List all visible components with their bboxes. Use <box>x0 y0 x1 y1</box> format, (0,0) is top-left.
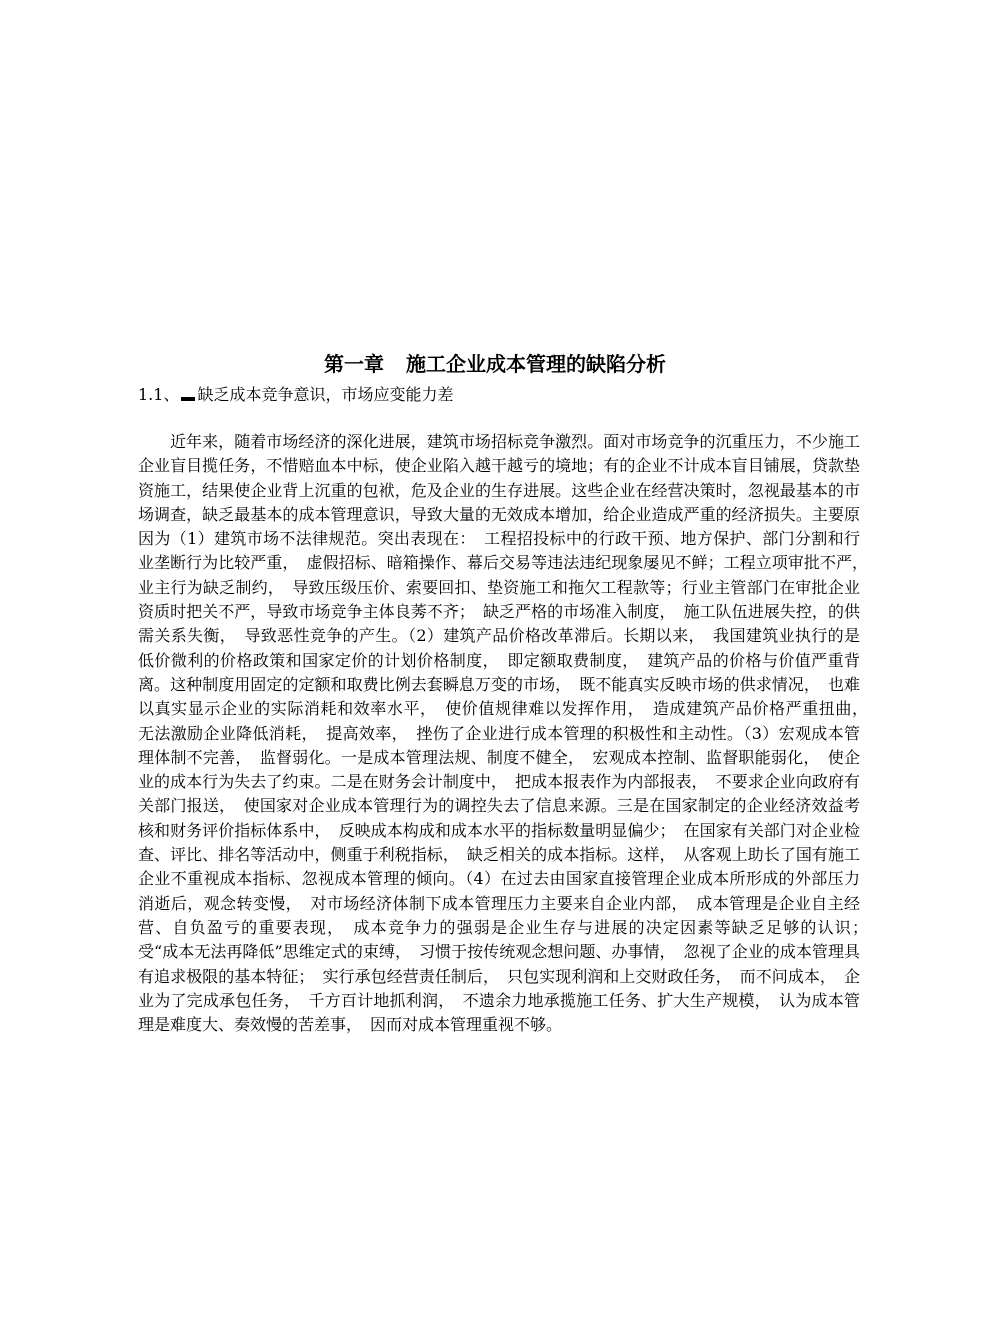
chapter-title-text: 施工企业成本管理的缺陷分析 <box>406 352 666 377</box>
body-paragraph: 近年来，随着市场经济的深化进展，建筑市场招标竞争激烈。面对市场竞争的沉重压力，不少施工企业盲目揽任务，不惜赔血本中标，使企业陷入越干越亏的境地；有的企业不计成本盲目铺展，贷款垫资施工，结果使企业背上沉重的包袱，危及企业的生存进展。这些企业在经营决策时，忽视最基本的市场调查，缺乏最基本的成本管理意识，导致大量的无效成本增加，给企业造成严重的经济损失。主要原因为（1）建筑市场不法律规范。突出表现在： 工程招投标中的行政干预、地方保护、部门分割和行业垄断行为比较严重， 虚假招标、暗箱操作、幕后交易等违法违纪现象屡见不鲜；工程立项审批不严， 业主行为缺乏制约， 导致压级压价、索要回扣、垫资施工和拖欠工程款等；行业主管部门在审批企业资质时把关不严，导致市场竞争主体良莠不齐； 缺乏严格的市场准入制度， 施工队伍进展失控，的供需关系失衡， 导致恶性竞争的产生。（2）建筑产品价格改革滞后。长期以来， 我国建筑业执行的是低价微利的价格政策和国家定价的计划价格制度， 即定额取费制度， 建筑产品的价格与价值严重背离。这种制度用固定的定额和取费比例去套瞬息万变的市场， 既不能真实反映市场的供求情况， 也难以真实显示企业的实际消耗和效率水平， 使价值规律难以发挥作用， 造成建筑产品价格严重扭曲， 无法激励企业降低消耗， 提高效率， 挫伤了企业进行成本管理的积极性和主动性。（3）宏观成本管理体制不完善， 监督弱化。一是成本管理法规、制度不健全， 宏观成本控制、监督职能弱化， 使企业的成本行为失去了约束。二是在财务会计制度中， 把成本报表作为内部报表， 不要求企业向政府有关部门报送， 使国家对企业成本管理行为的调控失去了信息来源。三是在国家制定的企业经济效益考核和财务评价指标体系中， 反映成本构成和成本水平的指标数量明显偏少； 在国家有关部门对企业检查、评比、排名等活动中，侧重于利税指标， 缺乏相关的成本指标。这样， 从客观上助长了国有施工企业不重视成本指标、忽视成本管理的倾向。（4）在过去由国家直接管理企业成本所形成的外部压力消逝后，观念转变慢， 对市场经济体制下成本管理压力主要来自企业内部， 成本管理是企业自主经营、自负盈亏的重要表现， 成本竞争力的强弱是企业生存与进展的决定因素等缺乏足够的认识； 受“成本无法再降低”思维定式的束缚， 习惯于按传统观念想问题、办事情， 忽视了企业的成本管理具有追求极限的基本特征； 实行承包经营责任制后， 只包实现利润和上交财政任务， 而不问成本， 企业为了完成承包任务， 千方百计地抓利润， 不遗余力地承揽施工任务、扩大生产规模， 认为成本管理是难度大、奏效慢的苦差事， 因而对成本管理重视不够。 <box>138 432 877 1035</box>
section-heading <box>138 383 453 407</box>
section-title: 缺乏成本竞争意识，市场应变能力差 <box>197 385 454 404</box>
heading-marker <box>181 397 195 401</box>
chapter-title <box>0 350 990 378</box>
section-number: 1.1、 <box>138 385 180 404</box>
chapter-number: 第一章 <box>324 352 384 377</box>
